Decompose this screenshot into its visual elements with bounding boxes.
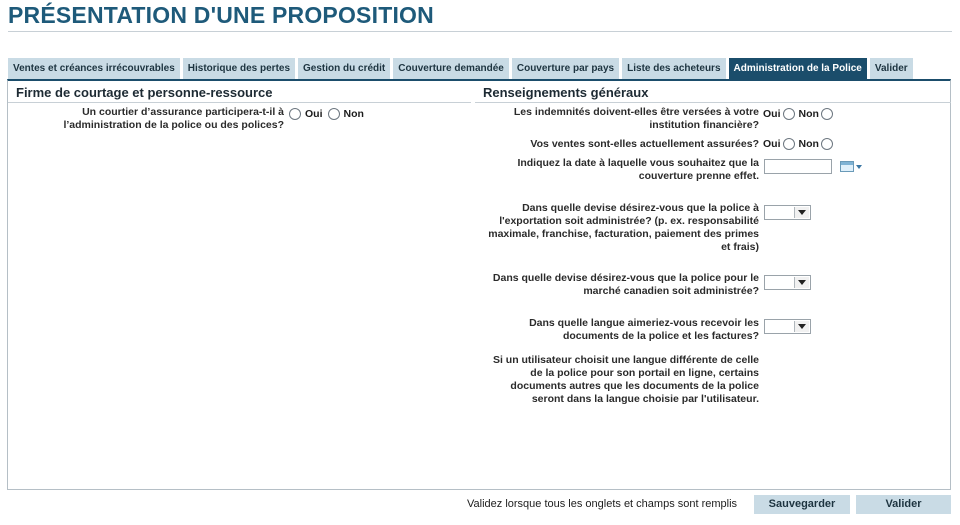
- right-section-heading: Renseignements généraux: [483, 85, 649, 100]
- footer-hint: Validez lorsque tous les onglets et champs sont remplis: [467, 498, 738, 510]
- tab-valider[interactable]: Valider: [870, 58, 913, 79]
- sales-insured-radio-group: [763, 138, 837, 150]
- calendar-dropdown-icon[interactable]: [856, 165, 862, 169]
- broker-no-radio[interactable]: [328, 108, 340, 120]
- tab-couverture-pays[interactable]: Couverture par pays: [512, 58, 619, 79]
- broker-radio-group: [289, 108, 366, 120]
- form-panel: [7, 79, 951, 490]
- language-select[interactable]: [764, 319, 811, 334]
- broker-yes-label: Oui: [305, 108, 323, 120]
- effective-date-question: Indiquez la date à laquelle vous souhaitez que la couverture prenne effet.: [517, 157, 759, 182]
- indemnities-question: Les indemnités doivent-elles être versées à votre institution financière?: [513, 106, 759, 131]
- language-question: Dans quelle langue aimeriez-vous recevoir les documents de la police et les factures?: [529, 317, 759, 342]
- tab-gestion-credit[interactable]: Gestion du crédit: [298, 58, 390, 79]
- sales-insured-no-radio[interactable]: [821, 138, 833, 150]
- tab-historique-pertes[interactable]: Historique des pertes: [183, 58, 295, 79]
- sales-insured-question: Vos ventes sont-elles actuellement assurées?: [530, 138, 759, 150]
- tab-administration-police[interactable]: Administration de la Police: [729, 58, 867, 79]
- save-button[interactable]: Sauvegarder: [754, 495, 850, 514]
- tab-ventes-creances[interactable]: Ventes et créances irrécouvrables: [8, 58, 180, 79]
- broker-no-label: Non: [343, 108, 364, 120]
- page-title: PRÉSENTATION D'UNE PROPOSITION: [8, 2, 434, 28]
- tab-bar: [8, 58, 916, 79]
- tab-couverture-demandee[interactable]: Couverture demandée: [393, 58, 509, 79]
- sales-insured-yes-radio[interactable]: [783, 138, 795, 150]
- effective-date-input[interactable]: [764, 159, 832, 174]
- sales-insured-no-label: Non: [798, 138, 819, 150]
- indemnities-yes-radio[interactable]: [783, 108, 795, 120]
- calendar-icon[interactable]: [840, 161, 854, 172]
- chevron-down-icon: [794, 277, 809, 288]
- indemnities-no-label: Non: [798, 108, 819, 120]
- sales-insured-yes-label: Oui: [763, 138, 781, 150]
- right-section-divider: [475, 102, 951, 103]
- canadian-currency-select[interactable]: [764, 275, 811, 290]
- chevron-down-icon: [794, 207, 809, 218]
- title-divider: [8, 31, 952, 32]
- tab-liste-acheteurs[interactable]: Liste des acheteurs: [622, 58, 725, 79]
- broker-yes-radio[interactable]: [289, 108, 301, 120]
- indemnities-yes-label: Oui: [763, 108, 781, 120]
- language-note: Si un utilisateur choisit une langue différente de celle de la police pour son portail en ligne, certains documents autres que les documents de la police seront dans la langue choisie par l'utilisateur.: [492, 354, 759, 405]
- indemnities-radio-group: [763, 108, 837, 120]
- indemnities-no-radio[interactable]: [821, 108, 833, 120]
- left-section-heading: Firme de courtage et personne-ressource: [16, 85, 273, 100]
- chevron-down-icon: [794, 321, 809, 332]
- canadian-currency-question: Dans quelle devise désirez-vous que la police pour le marché canadien soit administrée?: [492, 272, 759, 297]
- left-section-divider: [8, 102, 471, 103]
- broker-question: Un courtier d’assurance participera-t-il à l’administration de la police ou des polices?: [63, 106, 284, 131]
- validate-button[interactable]: Valider: [856, 495, 951, 514]
- export-currency-select[interactable]: [764, 205, 811, 220]
- export-currency-question: Dans quelle devise désirez-vous que la police à l'exportation soit administrée? (p. ex. responsabilité maximale, franchise, facturation, paiement des primes et frais): [488, 202, 759, 253]
